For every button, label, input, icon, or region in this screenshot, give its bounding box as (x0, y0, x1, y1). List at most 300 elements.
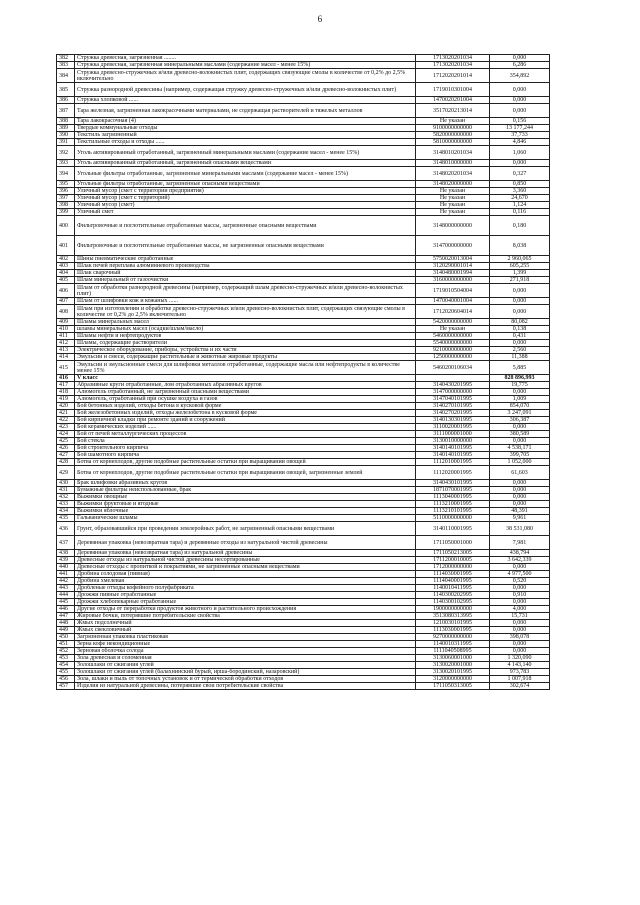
table-row (57, 669, 550, 676)
waste-name: Ботва от корнеплодов, другие подобные растительные остатки при выращивании овощей (75, 459, 416, 466)
waste-code: 1712000000000 (416, 564, 490, 571)
table-row (57, 536, 550, 550)
row-number: 384 (57, 69, 75, 83)
waste-code: 3130020101995 (416, 669, 490, 676)
table-row (57, 375, 550, 382)
row-number: 394 (57, 167, 75, 181)
waste-name: Текстиль загрязненный (75, 132, 416, 139)
waste-name: Шлак печей переплава алюминиевого производства (75, 263, 416, 270)
row-number: 455 (57, 669, 75, 676)
waste-name: Твердые коммунальные отходы (75, 125, 416, 132)
table-row (57, 557, 550, 564)
waste-name: Зерна кофе некондиционные (75, 641, 416, 648)
table-row (57, 382, 550, 389)
waste-amount: 0,910 (490, 592, 550, 599)
page-number: 6 (317, 14, 323, 24)
waste-name: Тара лакокрасочная (4) (75, 118, 416, 125)
waste-name: шламы минеральных масел (осадки/шлам/масло) (75, 326, 416, 333)
waste-name: Электрическое оборудование, приборы, устройства и их части (75, 347, 416, 354)
table-row (57, 69, 550, 83)
row-number: 399 (57, 209, 75, 216)
row-number: 392 (57, 146, 75, 160)
waste-name: Выжимки яблочные (75, 508, 416, 515)
waste-code: 3140430201995 (416, 382, 490, 389)
waste-amount: 398,078 (490, 634, 550, 641)
waste-name: Шлам от шлифовки кож и кожаных ...... (75, 298, 416, 305)
waste-code: 1113210001995 (416, 501, 490, 508)
row-number: 415 (57, 361, 75, 375)
waste-amount: 1 052,000 (490, 459, 550, 466)
waste-name: Бумажные фильтры неиспользованные, брак (75, 487, 416, 494)
table-row (57, 662, 550, 669)
table-row (57, 83, 550, 97)
row-number: 456 (57, 676, 75, 683)
waste-name: Эмульсии и смеси, содержащие растительные и животные жировые продукты (75, 354, 416, 361)
waste-code: 1711200010005 (416, 557, 490, 564)
row-number: 427 (57, 452, 75, 459)
waste-code: 3140430101995 (416, 480, 490, 487)
table-row (57, 195, 550, 202)
waste-amount: 13 177,244 (490, 125, 550, 132)
table-row (57, 445, 550, 452)
waste-name: Бой шамотного кирпича (75, 452, 416, 459)
table-row (57, 641, 550, 648)
waste-amount: 0,000 (490, 620, 550, 627)
table-row (57, 160, 550, 167)
waste-name: Стружка древесно-стружечных и/или древесно-волокнистых плит, содержащих связующие смолы в количестве от 0,2% до 2,5% включительно (75, 69, 416, 83)
table-row (57, 494, 550, 501)
waste-code: 5460000000000 (416, 333, 490, 340)
table-row (57, 424, 550, 431)
table-row (57, 333, 550, 340)
waste-name: Зола древесная и соломенная (75, 655, 416, 662)
row-number: 451 (57, 641, 75, 648)
waste-amount: 1,399 (490, 270, 550, 277)
waste-name: Загрязненная упаковка пластиковая (75, 634, 416, 641)
waste-amount: 48,391 (490, 508, 550, 515)
waste-amount: 80,082 (490, 319, 550, 326)
waste-name: Зерновая оболочка солода (75, 648, 416, 655)
row-number: 414 (57, 354, 75, 361)
row-number: 439 (57, 557, 75, 564)
row-number: 395 (57, 181, 75, 188)
waste-name: Дробина хмелевая (75, 578, 416, 585)
row-number: 446 (57, 606, 75, 613)
waste-name: Шламы нефти и нефтепродуктов (75, 333, 416, 340)
table-row (57, 389, 550, 396)
waste-code: 5460200106034 (416, 361, 490, 375)
waste-name: Дрожжи хлебопекарные отработанные (75, 599, 416, 606)
waste-code: 1112010001995 (416, 459, 490, 466)
waste-code: 3147000000000 (416, 236, 490, 256)
waste-code: 3111000001000 (416, 431, 490, 438)
waste-name: Стружка древесная, загрязненная минеральными маслами (содержание масел - менее 15%) (75, 62, 416, 69)
waste-name: Дробленые отходы кофейного полуфабриката (75, 585, 416, 592)
table-row (57, 146, 550, 160)
waste-code: Не указан (416, 202, 490, 209)
waste-code: 5110000000000 (416, 515, 490, 522)
table-row (57, 648, 550, 655)
waste-name: Жмых свекловичный (75, 627, 416, 634)
row-number: 412 (57, 340, 75, 347)
waste-name: Бой от печей металлургических процессов (75, 431, 416, 438)
waste-code: 1140010311995 (416, 641, 490, 648)
table-row (57, 396, 550, 403)
waste-code: 1470040001004 (416, 298, 490, 305)
waste-amount: 61,603 (490, 466, 550, 480)
waste-code: 9210000000000 (416, 347, 490, 354)
waste-name: Бой строительного кирпича (75, 445, 416, 452)
waste-amount: 0,000 (490, 340, 550, 347)
waste-name: Тара железная, загрязненная лакокрасочными материалами, не содержащая растворителей и тяжелых металлов (75, 104, 416, 118)
table-row (57, 277, 550, 284)
waste-code: 1114040001995 (416, 578, 490, 585)
waste-name: Бой бетонных изделий, отходы бетона в кусковой форме (75, 403, 416, 410)
waste-name: Изделия из натуральной древесины, потерявшие свои потребительские свойства (75, 683, 416, 690)
waste-code: 1140300102995 (416, 599, 490, 606)
waste-amount: 37,733 (490, 132, 550, 139)
waste-code: 3120000000000 (416, 676, 490, 683)
table-row (57, 627, 550, 634)
waste-code: 5750020013004 (416, 256, 490, 263)
waste-amount: 7,981 (490, 536, 550, 550)
waste-code: 1711050313005 (416, 683, 490, 690)
waste-code: 3140480001994 (416, 270, 490, 277)
waste-amount: 0,156 (490, 118, 550, 125)
table-row (57, 480, 550, 487)
waste-amount: 3,360 (490, 188, 550, 195)
waste-amount: 399,705 (490, 452, 550, 459)
table-row (57, 125, 550, 132)
waste-code: Не указан (416, 209, 490, 216)
table-row (57, 167, 550, 181)
row-number: 413 (57, 347, 75, 354)
waste-amount: 973,783 (490, 669, 550, 676)
waste-amount: 15,731 (490, 613, 550, 620)
table-row (57, 564, 550, 571)
row-number: 432 (57, 494, 75, 501)
waste-amount: 0,138 (490, 326, 550, 333)
row-number: 400 (57, 216, 75, 236)
row-number: 404 (57, 270, 75, 277)
waste-code: 1113030001995 (416, 627, 490, 634)
waste-code: 1113040001995 (416, 494, 490, 501)
waste-code: 1140300202995 (416, 592, 490, 599)
table-row (57, 438, 550, 445)
row-number: 453 (57, 655, 75, 662)
table-row (57, 417, 550, 424)
waste-amount: 354,892 (490, 69, 550, 83)
waste-amount: 9,961 (490, 515, 550, 522)
waste-amount: 5,885 (490, 361, 550, 375)
row-number: 457 (57, 683, 75, 690)
table-row (57, 501, 550, 508)
row-number: 447 (57, 613, 75, 620)
row-number: 409 (57, 319, 75, 326)
waste-amount: 1,124 (490, 202, 550, 209)
waste-amount: 4,846 (490, 139, 550, 146)
waste-code: 1712020604014 (416, 305, 490, 319)
waste-amount: 11,388 (490, 354, 550, 361)
waste-code: 1112020001995 (416, 466, 490, 480)
table-row (57, 202, 550, 209)
table-row (57, 683, 550, 690)
waste-amount: 0,000 (490, 97, 550, 104)
table-row (57, 634, 550, 641)
waste-name: Шины пневматические отработанные (75, 256, 416, 263)
waste-code: 1111040508995 (416, 648, 490, 655)
waste-amount: 0,000 (490, 424, 550, 431)
row-number: 424 (57, 431, 75, 438)
waste-name: Выжимки овощные (75, 494, 416, 501)
table-row (57, 284, 550, 298)
waste-code: 1719010301004 (416, 83, 490, 97)
waste-amount: 0,000 (490, 438, 550, 445)
table-row (57, 118, 550, 125)
table-row (57, 236, 550, 256)
row-number: 391 (57, 139, 75, 146)
row-number: 428 (57, 459, 75, 466)
row-number: 426 (57, 445, 75, 452)
row-number: 410 (57, 326, 75, 333)
waste-name: Абразивные круги отработанные, лом отработанных абразивных кругов (75, 382, 416, 389)
waste-code: 3513080313995 (416, 613, 490, 620)
waste-code: 3140140101995 (416, 452, 490, 459)
table-row (57, 263, 550, 270)
waste-code: 3140130301995 (416, 417, 490, 424)
row-number: 421 (57, 410, 75, 417)
waste-name: Стружка хлопковой ...... (75, 97, 416, 104)
waste-amount: 0,116 (490, 209, 550, 216)
waste-amount: 0,000 (490, 641, 550, 648)
waste-name: Деревянная упаковка (невозвратная тара) и деревянные отходы из натуральной чистой древесины (75, 536, 416, 550)
row-number: 452 (57, 648, 75, 655)
waste-amount: 3 247,091 (490, 410, 550, 417)
row-number: 435 (57, 515, 75, 522)
waste-amount: 0,000 (490, 480, 550, 487)
waste-code: 3517020213014 (416, 104, 490, 118)
row-number: 454 (57, 662, 75, 669)
waste-amount: 0,000 (490, 305, 550, 319)
waste-name: Древесные отходы с пропиткой и покрытиями, не загрязненные опасными веществами (75, 564, 416, 571)
waste-amount: 4,000 (490, 606, 550, 613)
waste-amount: 3 642,339 (490, 557, 550, 564)
table-row (57, 487, 550, 494)
waste-name: Дрожжи пивные отработанные (75, 592, 416, 599)
table-row (57, 256, 550, 263)
waste-table (56, 54, 550, 690)
row-number: 416 (57, 375, 75, 382)
table-row (57, 188, 550, 195)
row-number: 433 (57, 501, 75, 508)
waste-code: 1711050213005 (416, 550, 490, 557)
waste-code: 1210030101995 (416, 620, 490, 627)
waste-code: 1871070001995 (416, 487, 490, 494)
row-number: 389 (57, 125, 75, 132)
waste-name: Шламы, содержащие растворители (75, 340, 416, 347)
row-number: 402 (57, 256, 75, 263)
waste-code: 1712020201014 (416, 69, 490, 83)
table-row (57, 139, 550, 146)
waste-amount: 1,009 (490, 396, 550, 403)
waste-code: 3130060001000 (416, 655, 490, 662)
waste-amount: 4 538,171 (490, 445, 550, 452)
waste-name: Выжимки фруктовые и ягодные (75, 501, 416, 508)
waste-name: Угольные фильтры отработанные, загрязненные минеральными маслами (содержание масел - менее 15%) (75, 167, 416, 181)
row-number: 430 (57, 480, 75, 487)
row-number: 417 (57, 382, 75, 389)
waste-code: Не указан (416, 188, 490, 195)
row-number: 401 (57, 236, 75, 256)
waste-name: Зола, шлаки и пыль от топочных установок и от термической обработки отходов (75, 676, 416, 683)
waste-code: 5810000000000 (416, 139, 490, 146)
row-number: 423 (57, 424, 75, 431)
waste-amount: 0,000 (490, 298, 550, 305)
table-row (57, 466, 550, 480)
row-number: 448 (57, 620, 75, 627)
row-number: 396 (57, 188, 75, 195)
waste-amount: 8,038 (490, 236, 550, 256)
row-number: 383 (57, 62, 75, 69)
table-row (57, 515, 550, 522)
table-row (57, 599, 550, 606)
waste-name: Шламы минеральных масел (75, 319, 416, 326)
waste-name: Золошлаки от сжигания углей (балахнинский бурый, ирша-бородинский, назаровский) (75, 669, 416, 676)
row-number: 385 (57, 83, 75, 97)
waste-name: Бой кирпичной кладки при ремонте зданий и сооружений (75, 417, 416, 424)
waste-code: Не указан (416, 326, 490, 333)
table-row (57, 592, 550, 599)
row-number: 434 (57, 508, 75, 515)
waste-amount: 2,560 (490, 347, 550, 354)
waste-name: Уголь активированный отработанный, загрязненный опасными веществами (75, 160, 416, 167)
waste-amount: 438,794 (490, 550, 550, 557)
waste-amount: 0,000 (490, 160, 550, 167)
waste-name: Шлам при изготовлении и обработке древесно-стружечных и/или древесно-волокнистых плит, содержащих связующие смолы в количестве от 0,2% до 2,5% включительно (75, 305, 416, 319)
waste-amount: 1,060 (490, 146, 550, 160)
waste-name: Стружка древесная, загрязненная ........ (75, 55, 416, 62)
table-row (57, 305, 550, 319)
table-row (57, 209, 550, 216)
table-row (57, 606, 550, 613)
table-row (57, 655, 550, 662)
waste-code: 1711050001000 (416, 536, 490, 550)
waste-code: 3130020001000 (416, 662, 490, 669)
waste-name: Гальванические шламы (75, 515, 416, 522)
waste-code: 3140110001995 (416, 522, 490, 536)
waste-code: 5820000000000 (416, 132, 490, 139)
waste-amount: 380,589 (490, 431, 550, 438)
waste-name: Уличный мусор (смет с территорий) (75, 195, 416, 202)
waste-amount: 854,070 (490, 403, 550, 410)
waste-code: 1900000000000 (416, 606, 490, 613)
waste-amount: 0,520 (490, 578, 550, 585)
waste-name: Алюмогель отработанный, не загрязненный опасными веществами (75, 389, 416, 396)
row-number: 429 (57, 466, 75, 480)
waste-code: 5540000000000 (416, 340, 490, 347)
row-number: 386 (57, 97, 75, 104)
waste-name: Стружка разнородной древесины (например, содержащая стружку древесно-стружечных и/или древесно-волокнистых плит) (75, 83, 416, 97)
waste-name: Дробина солодовая (пивная) (75, 571, 416, 578)
waste-name: Ботва от корнеплодов, другие подобные растительные остатки при выращивании овощей, загрязненные землей (75, 466, 416, 480)
row-number: 388 (57, 118, 75, 125)
row-number: 408 (57, 305, 75, 319)
waste-code: 1713020201034 (416, 62, 490, 69)
row-number: 406 (57, 284, 75, 298)
waste-amount: 0,000 (490, 494, 550, 501)
table-row (57, 326, 550, 333)
table-row (57, 676, 550, 683)
table-row (57, 403, 550, 410)
table-row (57, 431, 550, 438)
waste-code: 3148020201034 (416, 167, 490, 181)
waste-amount: 0,000 (490, 83, 550, 97)
row-number: 405 (57, 277, 75, 284)
row-number: 444 (57, 592, 75, 599)
waste-code: 3130010000000 (416, 438, 490, 445)
table-row (57, 361, 550, 375)
row-number: 398 (57, 202, 75, 209)
waste-amount: 0,327 (490, 167, 550, 181)
waste-amount: 0,000 (490, 564, 550, 571)
waste-name: Текстильные отходы и отходы ...... (75, 139, 416, 146)
waste-name: Грунт, образовавшийся при проведении землеройных работ, не загрязненный опасными веществами (75, 522, 416, 536)
waste-code: 1114030001995 (416, 571, 490, 578)
waste-code: Не указан (416, 195, 490, 202)
table-row (57, 104, 550, 118)
row-number: 387 (57, 104, 75, 118)
waste-name: Уличный мусор (смет с территории предприятия) (75, 188, 416, 195)
waste-amount: 6,286 (490, 62, 550, 69)
waste-code: 1470020201004 (416, 97, 490, 104)
row-number: 411 (57, 333, 75, 340)
waste-name: Другие отходы от переработки продуктов животного и растительного происхождения (75, 606, 416, 613)
waste-code: 1713020201034 (416, 55, 490, 62)
waste-name: Бой стекла (75, 438, 416, 445)
waste-amount: 0,000 (490, 104, 550, 118)
waste-code: 9270000000000 (416, 634, 490, 641)
waste-name: Уличный мусор (смет) (75, 202, 416, 209)
waste-amount: 1 320,090 (490, 655, 550, 662)
table-row (57, 550, 550, 557)
waste-code: 3147000000000 (416, 389, 490, 396)
table-row (57, 97, 550, 104)
waste-amount: 19,775 (490, 382, 550, 389)
row-number: 425 (57, 438, 75, 445)
table-row (57, 181, 550, 188)
waste-amount: 0,180 (490, 216, 550, 236)
waste-name: Угольные фильтры отработанные, загрязненные опасными веществами (75, 181, 416, 188)
waste-amount: 0,000 (490, 501, 550, 508)
waste-amount: 302,674 (490, 683, 550, 690)
table-row (57, 354, 550, 361)
waste-code: 1140010411995 (416, 585, 490, 592)
waste-code: 3148010201034 (416, 146, 490, 160)
waste-amount: 1 007,918 (490, 676, 550, 683)
waste-amount: 271,918 (490, 277, 550, 284)
table-row (57, 298, 550, 305)
waste-name: Жмых подсолнечный (75, 620, 416, 627)
waste-name: Шлам от обработки разнородной древесины (например, содержащий шлам древесно-стружечных и/или древесно-волокнистых плит) (75, 284, 416, 298)
waste-name: Алюмогель, отработанный при осушке воздуха и газов (75, 396, 416, 403)
waste-name: Уличный смет (75, 209, 416, 216)
table-row (57, 613, 550, 620)
waste-name: Золошлаки от сжигания углей (75, 662, 416, 669)
row-number: 407 (57, 298, 75, 305)
row-number: 436 (57, 522, 75, 536)
waste-amount: 605,255 (490, 263, 550, 270)
table-row (57, 585, 550, 592)
